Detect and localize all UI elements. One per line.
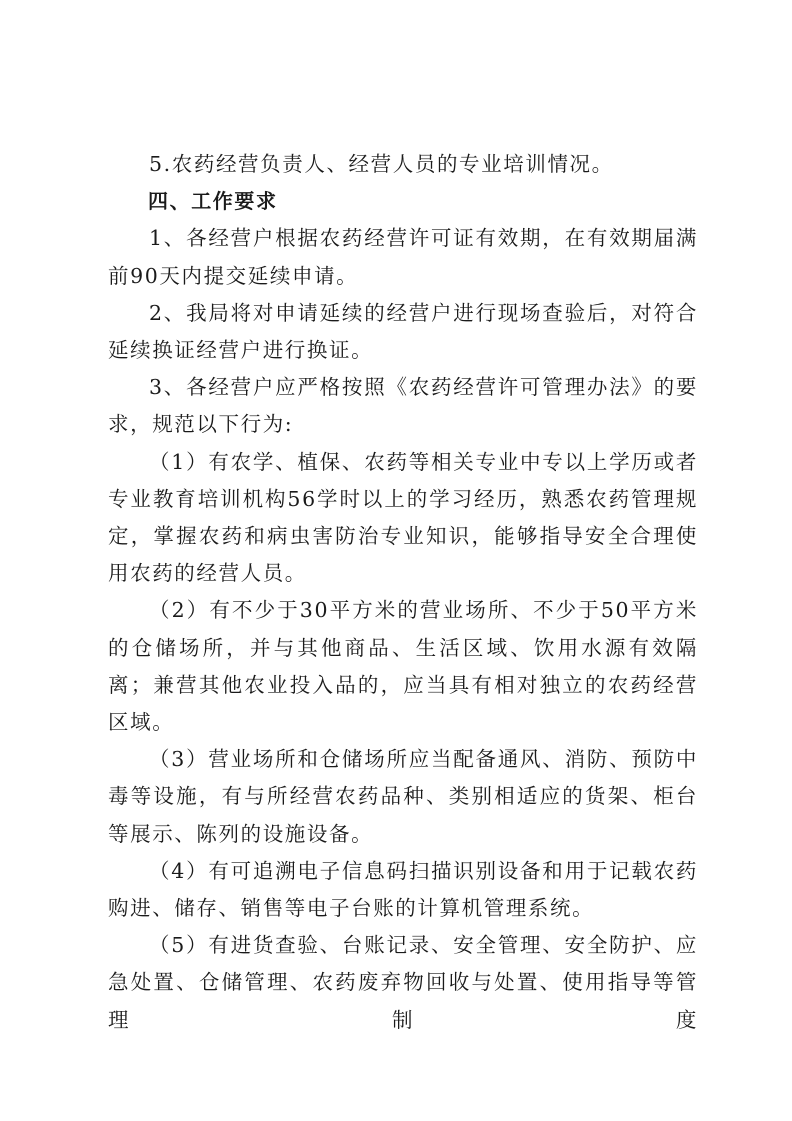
paragraph-item-3: （3）营业场所和仓储场所应当配备通风、消防、预防中毒等设施，有与所经营农药品种、类别相适应的货架、柜台等展示、陈列的设施设备。	[108, 747, 698, 846]
paragraph-requirement-1: 1、各经营户根据农药经营许可证有效期，在有效期届满前90天内提交延续申请。	[108, 226, 698, 288]
section-heading-work-requirements: 四、工作要求	[148, 189, 278, 214]
paragraph-requirement-3: 3、各经营户应严格按照《农药经营许可管理办法》的要求，规范以下行为:	[108, 375, 698, 437]
paragraph-training-status: 5.农药经营负责人、经营人员的专业培训情况。	[149, 152, 614, 176]
paragraph-requirement-2: 2、我局将对申请延续的经营户进行现场查验后，对符合延续换证经营户进行换证。	[108, 300, 698, 363]
paragraph-item-5: （5）有进货查验、台账记录、安全管理、安全防护、应急处置、仓储管理、农药废弃物回收与处置、使用指导等管理制度	[108, 933, 698, 1032]
paragraph-item-1: （1）有农学、植保、农药等相关专业中专以上学历或者专业教育培训机构56学时以上的学习经历，熟悉农药管理规定，掌握农药和病虫害防治专业知识，能够指导安全合理使用农药的经营人员。	[108, 449, 698, 586]
paragraph-item-4: （4）有可追溯电子信息码扫描识别设备和用于记载农药购进、储存、销售等电子台账的计算机管理系统。	[108, 858, 698, 921]
document-body	[108, 146, 698, 1039]
paragraph-item-2: （2）有不少于30平方米的营业场所、不少于50平方米的仓储场所，并与其他商品、生活区域、饮用水源有效隔离；兼营其他农业投入品的，应当具有相对独立的农药经营区域。	[108, 598, 698, 735]
